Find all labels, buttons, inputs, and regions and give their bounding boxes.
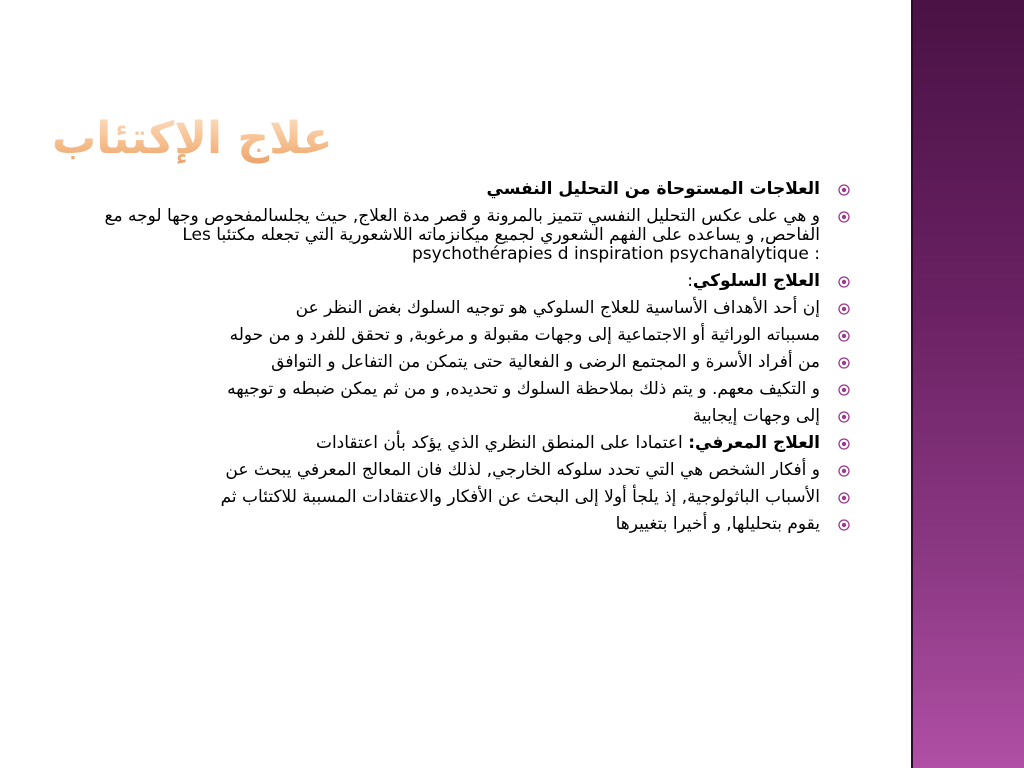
bullet-icon (838, 519, 850, 531)
item-text: إلى وجهات إيجابية (692, 406, 820, 426)
list-item (60, 326, 850, 345)
item-bold-text: العلاجات المستوحاة من التحليل النفسي (486, 179, 820, 199)
bullet-icon (838, 211, 850, 223)
bullet-icon (838, 276, 850, 288)
list-item (60, 488, 850, 507)
item-text: إن أحد الأهداف الأساسية للعلاج السلوكي هو توجيه السلوك بغض النظر عن (295, 298, 820, 318)
list-item (60, 207, 850, 264)
list-item (60, 434, 850, 453)
item-text: الأسباب الباثولوجية, إذ يلجأ أولا إلى البحث عن الأفكار والاعتقادات المسببة للاكتئاب ثم (220, 487, 820, 507)
list-item (60, 380, 850, 399)
bullet-icon (838, 303, 850, 315)
item-text: من أفراد الأسرة و المجتمع الرضى و الفعالية حتى يتمكن من التفاعل و التوافق (271, 352, 820, 372)
slide-title: علاج الإكتئاب (52, 104, 392, 174)
bullet-icon (838, 411, 850, 423)
item-text: و هي على عكس التحليل النفسي تتميز بالمرونة و قصر مدة العلاج, حيث يجلسالمفحوص وجها لوجه مع الفاحص, و يساعده على الفهم الشعوري لجميع ميكانزماته اللاشعورية التي تجعله مكتئبا (104, 206, 820, 245)
item-latin-text: Les psychothérapies d inspiration psychanalytique : (182, 225, 820, 264)
bullet-icon (838, 184, 850, 196)
item-bold-text: العلاج المعرفي: (688, 433, 820, 453)
item-text: و أفكار الشخص هي التي تحدد سلوكه الخارجي, لذلك فان المعالج المعرفي يبحث عن (225, 460, 820, 480)
item-text: يقوم بتحليلها, و أخيرا بتغييرها (615, 514, 820, 534)
list-item (60, 299, 850, 318)
bullet-list (60, 180, 850, 542)
decorative-side-band (911, 0, 1024, 768)
bullet-icon (838, 438, 850, 450)
item-text: و التكيف معهم. و يتم ذلك بملاحظة السلوك و تحديده, و من ثم يمكن ضبطه و توجيهه (227, 379, 820, 399)
bullet-icon (838, 330, 850, 342)
bullet-icon (838, 357, 850, 369)
list-item (60, 515, 850, 534)
list-item (60, 180, 850, 199)
item-text: اعتمادا على المنطق النظري الذي يؤكد بأن اعتقادات (315, 433, 683, 453)
bullet-icon (838, 492, 850, 504)
list-item (60, 272, 850, 291)
bullet-icon (838, 465, 850, 477)
list-item (60, 461, 850, 480)
list-item (60, 353, 850, 372)
item-bold-text: العلاج السلوكي (692, 271, 820, 291)
item-text: : (687, 271, 693, 291)
list-item (60, 407, 850, 426)
side-band-edge (911, 0, 913, 768)
bullet-icon (838, 384, 850, 396)
item-text: مسبباته الوراثية أو الاجتماعية إلى وجهات مقبولة و مرغوبة, و تحقق للفرد و من حوله (229, 325, 820, 345)
